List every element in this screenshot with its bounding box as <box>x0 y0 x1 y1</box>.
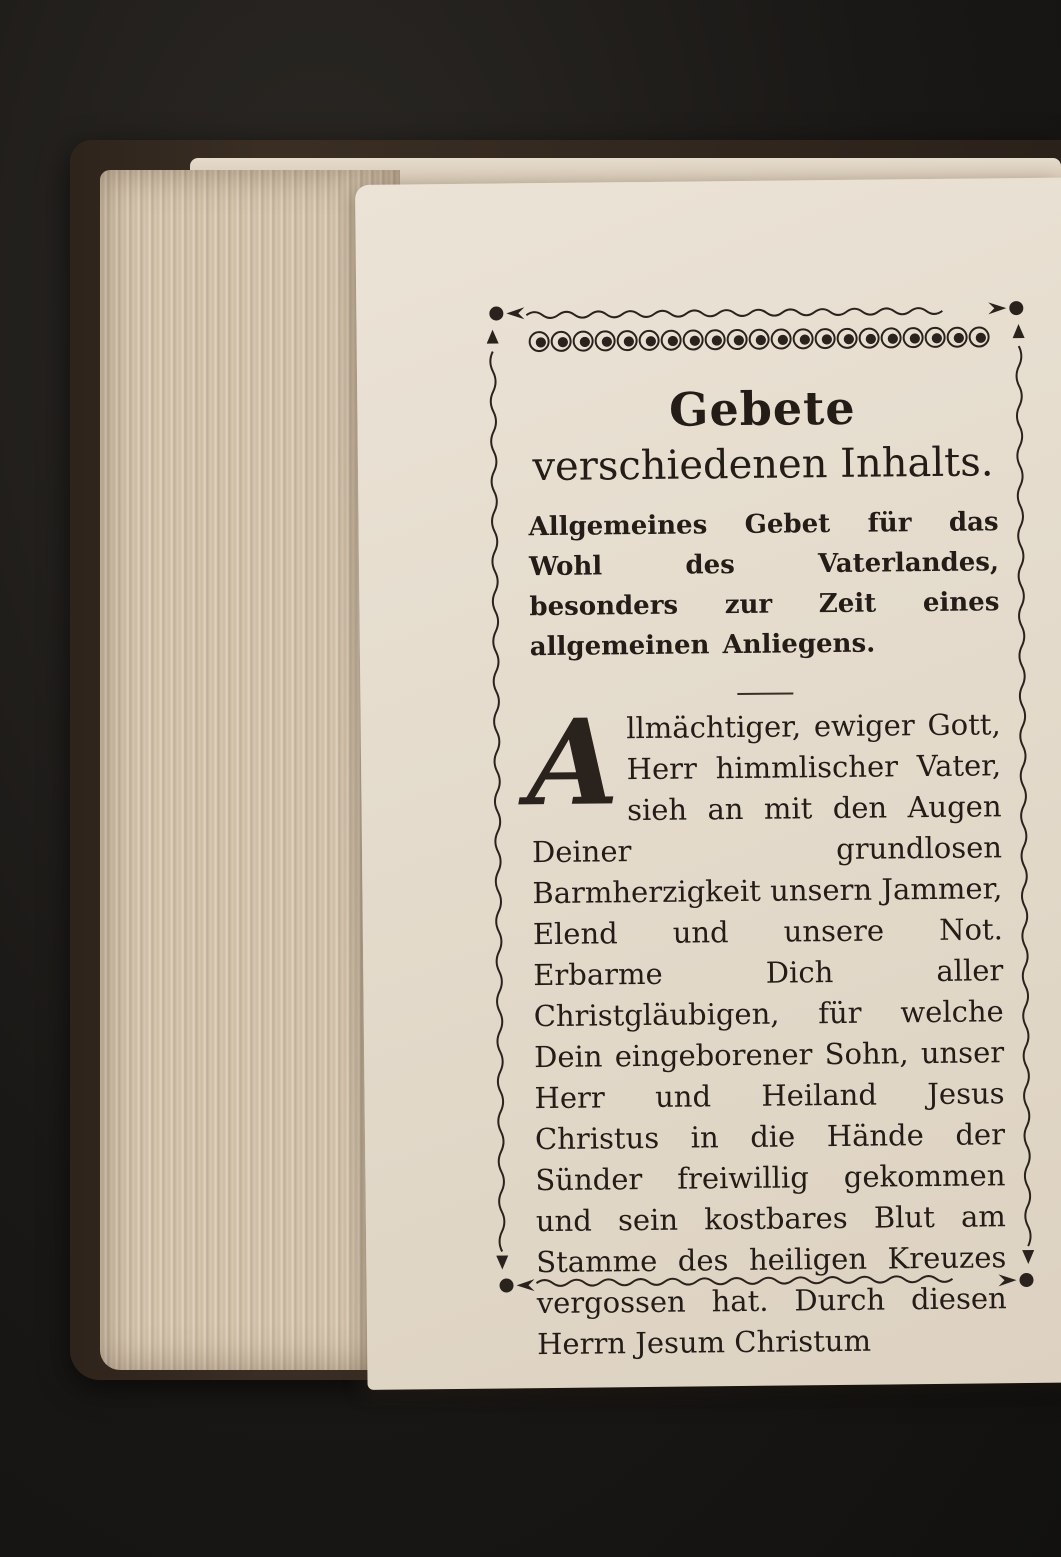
page-subtitle: verschiedenen Inhalts. <box>532 439 994 491</box>
page-content <box>527 376 1007 1365</box>
prayer-heading: Allgemeines Gebet für das Wohl des Vaterlandes, besonders zur Zeit eines allgemeinen Anliegens. <box>528 507 1000 663</box>
book-page <box>355 178 1061 1390</box>
drop-cap: A <box>526 692 620 833</box>
prayer-body <box>526 692 1007 1365</box>
prayer-body-text: llmächtiger, ewiger Gott, Herr himmlischer Vater, sieh an mit den Augen Deiner grundlosen Barmherzigkeit unsern Jammer, Elend und unsere Not. Erbarme Dich aller Christgläubigen, für welche Dein eingeborener Sohn, unser Herr und Heiland Jesus Christus in die Hände der Sünder freiwillig gekommen und sein kostbares Blut am Stamme des heiligen Kreuzes vergossen hat. Durch diesen Herrn Jesum Christum <box>531 707 1007 1362</box>
circle-ornament-row <box>529 326 999 357</box>
ornamental-frame <box>486 296 1036 1362</box>
page-title: Gebete <box>668 380 856 437</box>
section-divider <box>737 692 793 695</box>
page-edges <box>100 170 400 1370</box>
